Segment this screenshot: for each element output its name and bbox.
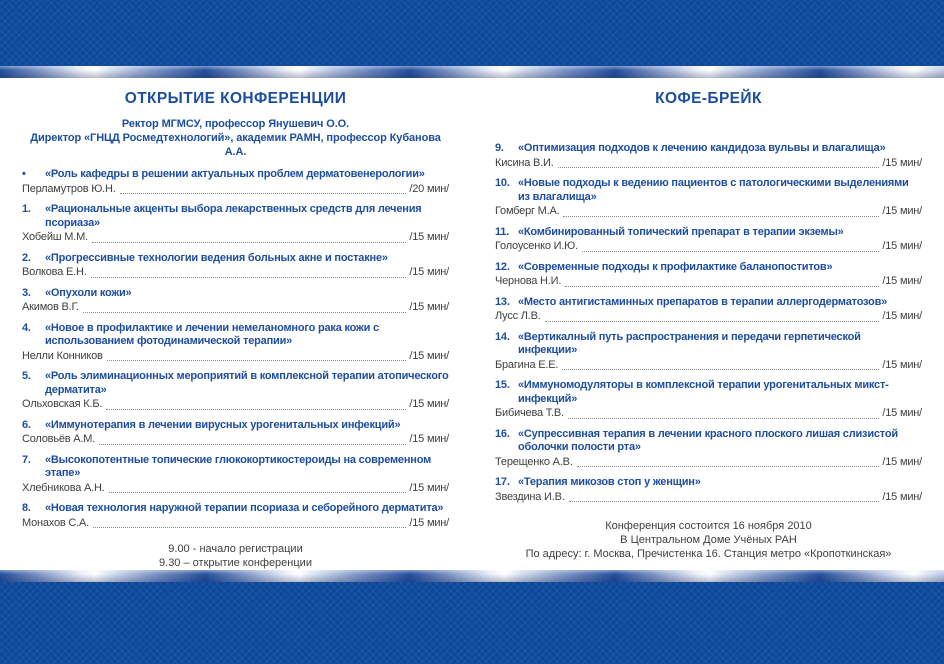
item-speaker: Бибичева Т.В.: [495, 407, 564, 419]
program-item: [495, 331, 922, 373]
venue-line: По адресу: г. Москва, Пречистенка 16. Станция метро «Кропоткинская»: [525, 548, 892, 560]
item-duration: /15 мин/: [882, 240, 922, 252]
schedule-line: 9.30 – открытие конференции: [159, 557, 312, 569]
item-number: •: [22, 168, 26, 180]
item-number: 7.: [22, 453, 31, 466]
item-speaker: Терещенко А.В.: [495, 455, 573, 468]
venue-line: Конференция состоится 16 ноября 2010: [605, 520, 812, 532]
item-title: «Новое в профилактике и лечении немеланомного рака кожи с использованием фотодинамической терапии»: [45, 321, 379, 347]
item-number: 16.: [495, 427, 510, 440]
program-item: [22, 502, 449, 530]
program-item: [495, 177, 922, 219]
venue-info: [495, 519, 922, 561]
item-speaker: Хлебникова А.Н.: [22, 481, 105, 494]
program-item: [495, 476, 922, 504]
program-item: [22, 168, 449, 196]
item-speaker: Голоусенко И.Ю.: [495, 240, 578, 252]
item-title: «Рациональные акценты выбора лекарственных средств для лечения псориаза»: [45, 203, 422, 229]
item-title: «Новая технология наружной терапии псориаза и себорейного дерматита»: [45, 502, 444, 514]
item-number: 15.: [495, 379, 510, 391]
item-duration: /15 мин/: [882, 490, 922, 503]
schedule-line: 9.00 - начало регистрации: [168, 543, 303, 555]
item-title: «Опухоли кожи»: [45, 286, 132, 299]
item-number: 3.: [22, 286, 31, 299]
venue-line: В Центральном Доме Учёных РАН: [620, 534, 797, 546]
program-item: [22, 419, 449, 447]
item-title: «Высокопотентные топические глюкокортикостероиды на современном этапе»: [45, 453, 432, 479]
item-speaker: Перламутров Ю.Н.: [22, 182, 116, 195]
dot-leader: [545, 321, 880, 322]
item-title: «Терапия микозов стоп у женщин»: [518, 476, 701, 488]
item-duration: /15 мин/: [882, 407, 922, 419]
program-item: [22, 203, 449, 245]
top-blue-band: [0, 0, 944, 66]
chairs-block: [22, 117, 449, 159]
item-duration: /15 мин/: [409, 516, 449, 529]
dot-leader: [92, 242, 407, 243]
item-speaker: Брагина Е.Е.: [495, 358, 559, 371]
item-duration: /15 мин/: [882, 310, 922, 322]
dot-leader: [569, 501, 880, 502]
item-speaker: Нелли Конников: [22, 349, 103, 362]
item-title: «Прогрессивные технологии ведения больных акне и постакне»: [45, 251, 388, 264]
item-duration: /15 мин/: [409, 301, 449, 313]
dot-leader: [106, 409, 406, 410]
right-column: [495, 90, 922, 570]
dot-leader: [565, 286, 879, 287]
item-speaker: Ольховская К.Б.: [22, 398, 103, 410]
item-number: 2.: [22, 251, 31, 264]
item-speaker: Хобейш М.М.: [22, 231, 88, 243]
dot-leader: [109, 492, 407, 493]
item-title: «Комбинированный топический препарат в терапии экземы»: [518, 225, 844, 238]
program-item: [495, 379, 922, 421]
right-program-list: [495, 142, 922, 511]
dot-leader: [562, 369, 879, 370]
item-duration: /15 мин/: [409, 349, 449, 362]
item-number: 13.: [495, 295, 510, 308]
item-duration: /15 мин/: [409, 266, 449, 278]
chair-line: Ректор МГМСУ, профессор Янушевич О.О.: [121, 118, 350, 130]
program-item: [22, 370, 449, 412]
dot-leader: [99, 444, 406, 445]
dot-leader: [558, 167, 880, 168]
registration-schedule: [22, 542, 449, 570]
item-number: 12.: [495, 260, 510, 273]
item-title: «Роль кафедры в решении актуальных проблем дерматовенерологии»: [45, 168, 425, 180]
item-title: «Оптимизация подходов к лечению кандидоза вульвы и влагалища»: [518, 142, 886, 154]
dot-leader: [577, 466, 880, 467]
item-number: 8.: [22, 502, 31, 514]
item-duration: /15 мин/: [882, 275, 922, 287]
program-item: [22, 252, 449, 280]
item-speaker: Акимов В.Г.: [22, 301, 79, 313]
item-speaker: Соловьёв А.М.: [22, 433, 96, 445]
item-duration: /15 мин/: [882, 205, 922, 217]
item-number: 1.: [22, 203, 31, 215]
program-item: [22, 454, 449, 496]
item-title: «Место антигистаминных препаратов в терапии аллергодерматозов»: [518, 295, 888, 308]
item-duration: /15 мин/: [409, 433, 449, 445]
dot-leader: [91, 277, 407, 278]
dot-leader: [107, 360, 407, 361]
dot-leader: [93, 527, 406, 528]
item-number: 10.: [495, 177, 510, 189]
bottom-blue-band: [0, 582, 944, 664]
item-speaker: Звездина И.В.: [495, 490, 565, 503]
item-number: 6.: [22, 418, 31, 431]
item-number: 9.: [495, 142, 504, 154]
program-item: [22, 322, 449, 364]
item-speaker: Лусс Л.В.: [495, 310, 541, 322]
item-title: «Иммуномодуляторы в комплексной терапии урогенитальных микст-инфекций»: [518, 379, 889, 405]
item-duration: /15 мин/: [882, 156, 922, 169]
left-program-list: [22, 168, 449, 537]
item-speaker: Волкова Е.Н.: [22, 266, 87, 278]
item-title: «Новые подходы к ведению пациентов с патологическими выделениями из влагалища»: [518, 177, 909, 203]
dot-leader: [83, 312, 407, 313]
dot-leader: [563, 216, 879, 217]
left-column-title: ОТКРЫТИЕ КОНФЕРЕНЦИИ: [124, 90, 347, 107]
bottom-metal-stripe: [0, 570, 944, 582]
program-item: [495, 428, 922, 470]
program-item: [495, 142, 922, 170]
item-title: «Роль элиминационных мероприятий в комплексной терапии атопического дерматита»: [45, 370, 449, 396]
item-number: 4.: [22, 321, 31, 334]
item-number: 11.: [495, 225, 510, 238]
program-item: [495, 296, 922, 324]
top-metal-stripe: [0, 66, 944, 78]
item-duration: /15 мин/: [409, 398, 449, 410]
right-column-title: КОФЕ-БРЕЙК: [655, 90, 762, 107]
item-title: «Иммунотерапия в лечении вирусных урогенитальных инфекций»: [45, 418, 401, 431]
item-number: 5.: [22, 370, 31, 382]
program-item: [495, 261, 922, 289]
dot-leader: [568, 418, 880, 419]
item-speaker: Монахов С.А.: [22, 516, 89, 529]
item-duration: /15 мин/: [409, 481, 449, 494]
item-speaker: Гомберг М.А.: [495, 205, 560, 217]
item-title: «Современные подходы к профилактике баланопоститов»: [518, 260, 833, 273]
chair-line: Директор «ГНЦД Росмедтехнологий», академик РАМН, профессор Кубанова А.А.: [30, 132, 441, 158]
item-duration: /15 мин/: [882, 358, 922, 371]
item-duration: /20 мин/: [409, 182, 449, 195]
item-title: «Вертикалный путь распространения и передачи герпетической инфекции»: [518, 330, 861, 356]
program-item: [495, 226, 922, 254]
item-number: 14.: [495, 330, 510, 343]
item-number: 17.: [495, 476, 510, 488]
item-duration: /15 мин/: [882, 455, 922, 468]
item-speaker: Чернова Н.И.: [495, 275, 562, 287]
left-column: [22, 90, 449, 570]
dot-leader: [120, 193, 407, 194]
item-speaker: Кисина В.И.: [495, 156, 554, 169]
dot-leader: [582, 251, 879, 252]
program-item: [22, 287, 449, 315]
item-duration: /15 мин/: [409, 231, 449, 243]
item-title: «Супрессивная терапия в лечении красного плоского лишая слизистой оболочки полости рта»: [518, 427, 898, 453]
page-content: [0, 78, 944, 570]
